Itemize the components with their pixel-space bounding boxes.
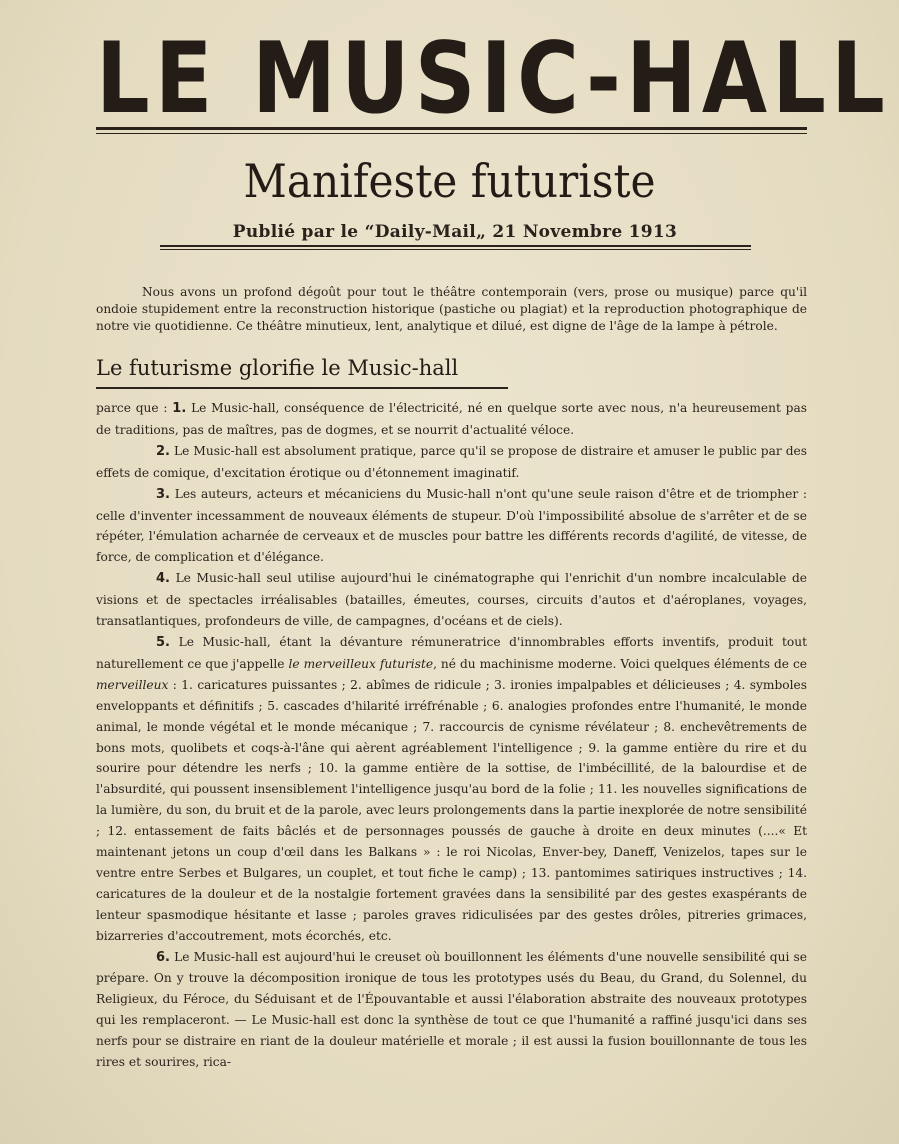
point-5-italic-2: merveilleux xyxy=(96,677,169,692)
masthead-rule xyxy=(96,127,807,130)
point-4-text: Le Music-hall seul utilise aujourd'hui le cinématographe qui l'enrichit d'un nombre incalculable de visions et de spectacles irréalisables (batailles, émeutes, courses, circuits d'autos et d'aéroplanes, voyages, transatlantiques, profondeurs de ville, de campagnes, d'océans et de ciels). xyxy=(96,571,807,629)
section-heading-rule xyxy=(96,387,508,389)
point-1-text: Le Music-hall, conséquence de l'électricité, né en quelque sorte avec nous, n'a heureusement pas de traditions, pas de maîtres, pas de dogmes, et se nourrit d'actualité véloce. xyxy=(96,401,808,437)
point-5-number: 5. xyxy=(156,634,170,650)
point-1 xyxy=(96,398,807,441)
manifesto-body xyxy=(96,398,807,1073)
point-2 xyxy=(96,441,807,484)
point-4-number: 4. xyxy=(156,571,170,587)
publication-rule xyxy=(160,245,751,247)
point-4 xyxy=(96,568,807,632)
masthead-title: LE MUSIC-HALL xyxy=(96,22,890,136)
point-2-text: Le Music-hall est absolument pratique, parce qu'il se propose de distraire et amuser le public par des effets de comique, d'excitation érotique ou d'étonnement imaginatif. xyxy=(96,443,807,480)
point-6-number: 6. xyxy=(156,949,170,965)
point-5-text-before: Le Music-hall, étant la dévanture rémuneratrice d'innombrables efforts inventifs, produit tout naturellement ce que j'appelle xyxy=(96,634,808,671)
point-5-text-middle: , né du machinisme moderne. Voici quelques éléments de ce xyxy=(433,656,807,671)
section-heading: Le futurisme glorifie le Music-hall xyxy=(96,356,459,380)
point-3-number: 3. xyxy=(156,486,170,502)
point-3 xyxy=(96,484,807,569)
point-1-number: 1. xyxy=(172,401,187,416)
point-5-italic-1: le merveilleux futuriste xyxy=(288,656,434,671)
point-1-lead: parce que : xyxy=(96,401,168,415)
point-2-number: 2. xyxy=(156,443,170,459)
subtitle: Manifeste futuriste xyxy=(243,154,656,208)
point-6-text: Le Music-hall est aujourd'hui le creuset où bouillonnent les éléments d'une nouvelle sensibilité qui se prépare. On y trouve la décomposition ironique de tous les prototypes usés du Beau, du Grand, du Solennel, du Religieux, du Féroce, du Séduisant et de l'Épouvantable et aussi l'élaboration abstraite des nouveaux prototypes qui les remplaceront. — Le Music-hall est donc la synthèse de tout ce que l'humanité a raffiné jusqu'ici dans ses nerfs pour se distraire en riant de la douleur matérielle et morale ; il est aussi la fusion bouillonnante de tous les rires et sourires, rica- xyxy=(96,949,807,1070)
point-6 xyxy=(96,947,807,1073)
intro-paragraph: Nous avons un profond dégoût pour tout le théâtre contemporain (vers, prose ou musique) parce qu'il ondoie stupidement entre la reconstruction historique (pastiche ou plagiat) et la reproduction photographique de notre vie quotidienne. Ce théâtre minutieux, lent, analytique et dilué, est digne de l'âge de la lampe à pétrole. xyxy=(96,285,807,334)
point-5 xyxy=(96,632,807,947)
point-5-text-after: : 1. caricatures puissantes ; 2. abîmes de ridicule ; 3. ironies impalpables et délicieuses ; 4. symboles enveloppants et définitifs ; 5. cascades d'hilarité irréfrénable ; 6. analogies profondes entre l'humanité, le monde animal, le monde végétal et le monde mécanique ; 7. raccourcis de cynisme révélateur ; 8. enchevêtrements de bons mots, quolibets et coqs-à-l'âne qui aèrent agréablement l'intelligence ; 9. la gamme entière du rire et du sourire pour détendre les nerfs ; 10. la gamme entière de la sottise, de l'imbécillité, de la balourdise et de l'absurdité, qui poussent insensiblement l'intelligence jusqu'au bord de la folie ; 11. les nouvelles significations de la lumière, du son, du bruit et de la parole, avec leurs prolongements dans la partie inexplorée de notre sensibilité ; 12. entassement de faits bâclés et de personnages poussés de gauche à droite en deux minutes (....« Et maintenant jetons un coup d'œil dans les Balkans » : le roi Nicolas, Enver-bey, Daneff, Venizelos, tapes sur le ventre entre Serbes et Bulgares, un couplet, et tout fiche le camp) ; 13. pantomimes satiriques instructives ; 14. caricatures de la douleur et de la nostalgie fortement gravées dans la sensibilité par des gestes exaspérants de lenteur spasmodique hésitante et lasse ; paroles graves ridiculisées par des gestes drôles, pitreries grimaces, bizarreries d'accoutrement, mots écorchés, etc. xyxy=(96,677,807,943)
point-3-text: Les auteurs, acteurs et mécaniciens du Music-hall n'ont qu'une seule raison d'être et de triompher : celle d'inventer incessamment de nouveaux éléments de stupeur. D'où l'impossibilité absolue de s'arrêter et de se répéter, l'émulation acharnée de cerveaux et de muscles pour battre les différents records d'agilité, de vitesse, de force, de complication et d'élégance. xyxy=(96,486,808,565)
publication-line: Publié par le “Daily-Mail„ 21 Novembre 1913 xyxy=(232,222,678,242)
